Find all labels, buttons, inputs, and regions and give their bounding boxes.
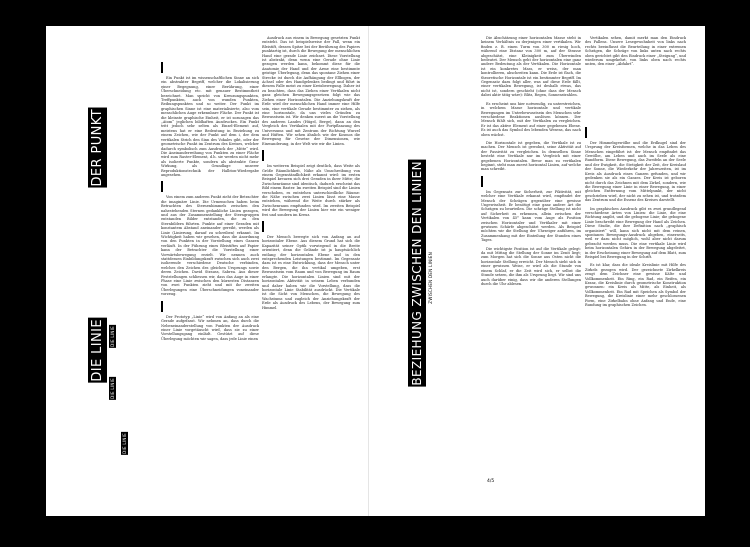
- paragraph: Vertikalen sehen, damit merkt man den Eindruck des Fallens. Unsere Lesegewohnheit von links nach rechts beeinflusst die Beurteilung in einer extremen Schrägen, die Schräge von links unten nach rechts oben gerichtet gibt den Eindruck einer „Steigung“, und wiederum umgekehrt, von links oben nach rechts unten, den einer „Abfahrt“.: [585, 36, 686, 67]
- title-beziehung-zwischen-den-linien: BEZIEHUNG ZWISCHEN DEN LINIEN: [410, 161, 424, 386]
- paragraph-bar: [161, 62, 163, 73]
- paragraph: Die Abschätzung einer horizontalen Masse steht in keinem Verhältnis zu derjenigen einer vertikalen. Wir finden z. B. einen Turm von 300 m riesig hoch, während eine Distanz von 300 m, auf der Strasse abgeschätzt, eine Kleinigkeit zum Überwinden bedeutet. Der Mensch geht der horizontalen eine ganz andere Bedeutung als der Vertikalen. Die Horizontale ist ein konkretes Mass, er weiss, der man kontrollieren, abschreiten kann. Die Erde ist flach, die theoretische Horizontale ist ein bestimmter Begriff. Im Gegensatz dazu folgt aller, was auf diese Erde fällt, einer vertikalen Bewegung, ist deshalb etwas, das nicht ist, sondern geschieht (ohne dass der Mensch dabei aktiv tätig wäre): Blitz, Regen, Sonnenstrahlen.: [481, 36, 581, 98]
- paragraph-bar: [262, 150, 264, 161]
- label-die-linie-c: DIE LINIE: [122, 433, 127, 454]
- text-column-2: [262, 36, 360, 514]
- paragraph: Ausdruck aus einem in Bewegung gesetzten Punkt entsteht. Das ist beispielsweise der Fall, wenn ein Bleistift, dessen Spitze bei der Berührung des Papiers punktartig ist, durch die Bewegung der menschlichen Hand eine gerade Linie zeichnet. Diese Vorstellung ist abstrakt, denn wenn eine Gerade ohne Linie gezogen werden kann, bekommt diese für die Anatomie der Hand und der Arme eine bestimmte geistige Überlegung, denn das spontane Ziehen einer Strecke ist durch die Aufhängung der Ellbogen, der Achsel oder des Handgelenkes bedingt und führt in diesem Falle meist zu einer Kreisbewegung. Daher ist zu beachten, dass das Ziehen einer Vertikalen nicht ganz gleichen Bewegungsgesetzen folgt wie das Ziehen einer Horizontalen. Die Anziehungskraft der Erde wird der menschlichen Hand immer eine Hilfe sein, eine vertikale Gerade bestimmter zu ziehen, als eine horizontale, da uns vieles Gründen zu Bewusstsein ist. Wir denken zuerst an die Vorstellung des anderen Landes (Hügel, Berge), dann an den Vergleich des Vertikalen mit der Fortpflanzung des Universums und mit Zentrum der Richtung Wurzel und Hüften. Wir sehen ähnlich wie der Kosmos die Bewegung für Gesetze der Dimensionen, wie Einwanderung, in der Welt wie wir die Linien.: [262, 36, 360, 146]
- text-column-3: [481, 36, 581, 474]
- paragraph-bar: [161, 301, 163, 312]
- label-die-linie-b: DIE LINIE: [110, 378, 115, 399]
- paragraph: Von einem zum anderen Punkt zieht der Betrachter die imaginäre Linie. Die Urmenschen haben beim Betrachten des Sternenhimmels zwischen den nahestehenden Sternen gedankliche Linien gezogen, und aus der Zusammenstellung der Sterngruppen entstanden Bilder entstanden, die zu den Sternbildern führten. Punkte auf einer Geraden mit konstantem Abstand aneinander gereiht, werden als Linie (Linierung, darauf zu schreiben) erkannt. Im Wichtigkeit haben wir gesehen, dass die Anordnung von den Punkten in der Vorstellung eines Ganzen verläuft. In der Führung eines Bleistiftes auf Papier kann der Betrachter die Vorstellung einer Vorwärtsbewegung erzielt. Wir nennen auch stattdessen Einbildungskraft zwischen sich auch zwei isolierende verschiedene Deutsche verbinden, welches den Zeichen des gleichen Ursprungs sowie deren Zeichen. David Strauss, Sabrea. Aus dieser Feststellungen schliessen wir, dass das Auge in einer Phase eine Linie zwischen den kürzesten Distanzen von zwei Punkten zieht und mit ihr zweiten Überlegungen eine Überschneidungen voneinander vorzeug.: [161, 195, 259, 297]
- text-column-1: [161, 62, 259, 512]
- paragraph: Die wichtigste Position ist auf die Vertikale gelegt: da mit Mittag die Stellung der Sonne im Zenit liegt; zum Morgen hat sich die Sonne aus Osten nicht die horizontale Stellung erreicht. Der Mensch sieht sich in einer gewissen Weise, er wird als die Stunde von einem Schlaf, er die Zeit wird sich, er selbst die Stunde setzen, die ihm als Ursprung liegt. Wir sind uns auch darüber einig, dass wir die anderen Stellungen durch die Uhr ablesen.: [481, 246, 581, 286]
- title-der-punkt: DER PUNKT: [90, 109, 105, 187]
- label-die-linie-a: DIE LINIE: [110, 326, 115, 347]
- paragraph-bar: [481, 176, 483, 187]
- paragraph: Der Prototyp „Linie“ wird von Anfang an als eine Gerade aufgefasst. Wir nehmen an, dass durch die Nebeneinanderstellung von Punkten der Ausdruck einer Linie vorgetäuscht wird, dass sie zu einer Vorstellungsgang einlädt. Gestützt auf diese Überlegung möchten wir sagen, dass jede Linie einen: [161, 314, 259, 341]
- paragraph: Der Himmelsgewölbe und die Erdkugel sind der Ursprung der Kreisformen, welche in das Leben des Menschen eingeführt ist: der Mensch empfindet das Gewölbe, am Leben und auch im Seele als eine Rundform. Diese Bewegung, das Zweifeln an der Seele und der Ewigkeit, die Stetigkeit der Zeit, der Kreislauf der Sonne, die Wiederkehr der Jahreszeiten, ist im Kreis als Ausdruck eines Ganzen gefunden, und wir gedenken sie als ein Ganzes. Der Kreis ist geboren nicht durch das Zeichnen mit dem Zirkel, sondern, wie die Bewegung einer Linie in einer Bewegung, in einer gleichen Entfernung vom Mittelpunkt, der nicht geschrieben wird, der nicht zu sehen ist, und trotzdem das Zentrum und die Essenz des Kreises darstellt.: [585, 140, 686, 203]
- paragraph-bar: [161, 181, 163, 192]
- label-zwischen-den-linien: ZWISCHEN DEN LINIEN: [428, 252, 433, 304]
- paragraph-bar: [585, 127, 587, 138]
- paragraph: Die Horizontale ist gegeben, die Vertikale ist zu machen. Der Mensch ist gewohnt, seine Aktivität auf der Passivität zu vergleichen. In demselben Sinne besteht eine Vertikale nur im Vergleich mit einer gegebenen Horizontalen. Bevor man zu vertikalen beginnt, steht man zuerst horizontal Linien, auf welche man schreibt.: [481, 140, 581, 172]
- page-number: 4/5: [487, 479, 495, 484]
- title-die-linie: DIE LINIE: [90, 319, 105, 382]
- paragraph-bar: [262, 221, 264, 232]
- paragraph: Im Gegensatz zur Sicherheit, zur Fiktivität, mit welcher eine Vertikale erkannt wird, empfindet der Mensch der Schrägen gegenüber eine gewisse Ungewissheit. Er benötigt eine ganz andere Art die Schrägen zu beurteilen. Die schräge Stellung ist nicht auf Sicherheit zu erkennen, allein zwischen der Vertikalen von 45° kann vom Auge als Position zwischen Horizontaler und Vertikaler mit einer gewissen Schärfe abgeschätzt werden. Als Beispiel möchten wir die Stellung der Uhrzeiger anführen, im Zusammenhang mit der Einteilung der Stunden eines Tages.: [481, 189, 581, 243]
- paragraph: Im weiteren Beispiel zeigt deutlich, dass Weite als Größe Räumlichkeit, Nähe als Umschreibung von einem Gegenständlichkeit erkannt wird: im ersten Beispiel kreuzen sich drei Geraden in ihrer Mitte; die Zwischenräume sind identisch, dadurch erscheint das Bild einem Raster. Im zweiten Beispiel sind die Linien verschoben, es entstehen unterschiedliche Räume: die Nähe zwischen zwei Linien lässt eine Masse entstehen, während die Weite durch stärker als Zwischenraum empfunden wird. Im zweiten Beispiel wird die Bewegung der Linien hier wie ein weniger frei und sondern im Kreuz.: [262, 164, 360, 217]
- paragraph: Es ist klar, dass die ideale Kreislinie mit Hilfe des Zirkels gezogen wird. Der gezeichnete Zirkelkreis zeugt dem Zeichner eine gewisse Kälte und Vollkommenheit. Ein Ring, ein Rad, ein Reifen, ein Kranz, die Kreislinie durch geometrische Konstruktion gewonnen: ein Kreis als Mitte, als Einheit, als Vollkommenheit. Ein Rad mit Speichen als Symbol der Bewegung, die Kreislinie einer mehr geschlossenen Form, eine Zirkelbahn ohne Anfang und Ende, eine Rundung im graphischen Zeichen.: [585, 263, 686, 308]
- text-column-4: [585, 36, 686, 514]
- paragraph: Ein Punkt ist im wissenschaftlichen Sinne an sich ein abstrakter Begriff, welcher die Lokalisierung einer Begegnung, einer Berührung, einer Überschneidung etc. mit genauer Bestimmtheit bezeichnet. Man spricht von Kreuzungspunkten, Treffpunkten, auch von wunden Punkten, Reibungspunkten und so weiter. Der Punkt im graphischen Sinne ist eine materialisierte, also vom menschlichen Auge erkennbare Fläche. Der Punkt ist die kleinste graphische Einheit, er ist sozusagen das „Atom“ jeglichen bildhaften Ausdruckes. Ein Punkt tritt jedoch sehr selten als Einzel-Element auf, meistens hat er eine Bedeutung in Beziehung zu einem Zeichen, wie der Punkt auf dem i, der dem vertikalen Strich den Sinn des Vokales gibt, oder der geometrische Punkt im Zentrum des Kreises, welcher dadurch symbolisch zum Ausdruck der „Mitte“ wird. Die Aneinanderreihung von Punkten zu einer Fläche wird zum Raster-Element, d.h. sie werden nicht mehr als isolierte Punkte, sondern als abstrakte Grau-Wirkung, als Grundlage unserer Reproduktionstechnik der Halbton-Wiedergabe angesehen.: [161, 76, 259, 177]
- paragraph: Es erscheint uns hier notwendig, zu unterstreichen, in welchem Masse horizontale und vertikale Bewegungen im Unterbewusstsein des Menschen sehr verschiedene Reaktionen auslösen können. Der Mensch fühlt sich, mit der Vertikalen zu vergleichen. Er ist das aktive Element auf einer gegebenen Ebene. Es ist auch das Symbol des lebenden Wesens, das nach oben wächst.: [481, 101, 581, 137]
- paragraph: Der Mensch bewegte sich von Anfang an auf horizontaler Ebene. Aus diesem Grund hat sich die Kapazität seiner Optik vorwiegend in die Breite orientiert, denn die Gelände ist ja hauptsächlich entlang der horizontalen Ebene und in den entsprechenden Leistungen bestimmt. Im Gegensatz dazu ist es eine Entwicklung, dass der Mensch unter den Bergen, die ihn vertikal umgeben, erst Bewusstsein vom Raum und von Bewegung im Raum erlangte. Die horizontalen Linien sind mit der horizontalen Aktivität in seinem Leben verbunden und daher haben wir die Vorstellung, dass die horizontale Linie Stabilität ausdrückt. Die Vertikale ist die Sicht von Menschen, die Bewegung des Wachstums und zugleich der Anziehungskraft der Erde als Ausdruck des Lebens, der Bewegung zum Himmel.: [262, 235, 360, 310]
- paragraph: Im graphischen Ausdruck gibt es zwei grundlegend verschiedene Arten von Linien: die Linie, die eine Richtung angibt, und die gebogene Linie; die gebogene Linie beschreibt eine Bewegung der Hand als Zeichen. Diese Studie, die ihre Definition nach „graphisch organisiert“ will, kann sich nicht mit dem reinen, spontanen Bewegungs-Ausdruck abgeben, einerseits, weil er dazu nicht möglich, wohl aber nicht darum gebracht werden muss. Die eine vertikale Linie wird beim horizontalen Gehirn in der Bewegung abgeleitet, in der Erscheinung einer Bewegung auf dem Blatt, zum Beispiel bei Bewegung in der Schrift.: [585, 206, 686, 259]
